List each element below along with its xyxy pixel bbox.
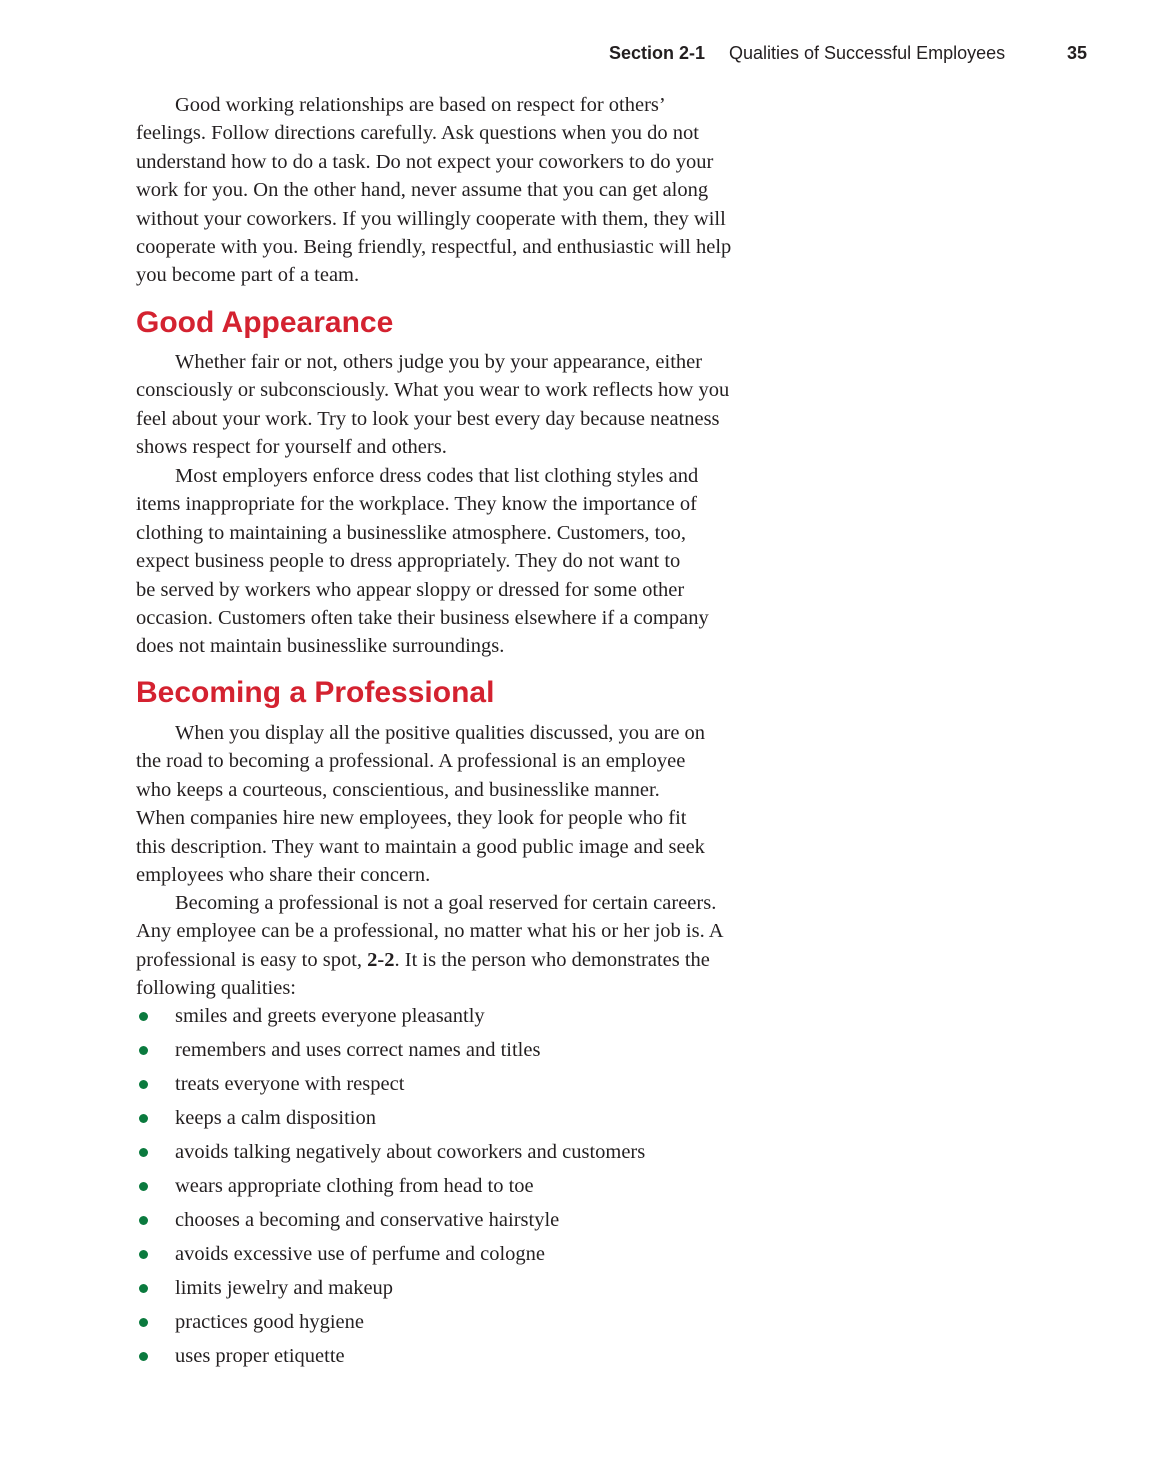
line-text: without your coworkers. If you willingly cooperate with them, they will (136, 207, 726, 230)
section-title: Qualities of Successful Employees (729, 43, 1006, 63)
line-text: cooperate with you. Being friendly, respectful, and enthusiastic will help (136, 235, 732, 258)
line-text: professional is easy to spot, (136, 948, 368, 971)
line-text: When you display all the positive qualities discussed, you are on (175, 722, 706, 744)
line-text: work for you. On the other hand, never assume that you can get along (136, 179, 709, 202)
line-text: consciously or subconsciously. What you wear to work reflects how you (136, 379, 730, 402)
paragraph-line (136, 490, 816, 518)
line-text: following qualities: (136, 977, 296, 1000)
line-text: Whether fair or not, others judge you by your appearance, either (175, 351, 703, 373)
list-item-text: remembers and uses correct names and titles (175, 1039, 541, 1061)
list-item-text: practices good hygiene (175, 1311, 364, 1333)
paragraph-line (136, 376, 816, 404)
list-item-text: uses proper etiquette (175, 1345, 345, 1367)
paragraph-line (136, 233, 816, 261)
line-text: employees who share their concern. (136, 863, 431, 886)
bullet-icon (139, 1012, 148, 1021)
paragraph-line (136, 632, 816, 660)
paragraph-line (136, 405, 816, 433)
line-text: feel about your work. Try to look your best every day because neatness (136, 407, 720, 430)
paragraph (136, 462, 816, 661)
paragraph (136, 91, 816, 290)
line-text: . It is the person who demonstrates the (394, 948, 710, 971)
paragraph-line (136, 261, 816, 289)
paragraph-line (136, 348, 816, 376)
section-label: Section 2-1 (609, 43, 706, 63)
bullet-icon (139, 1250, 148, 1259)
paragraph-line (136, 747, 816, 775)
paragraph-line (136, 974, 816, 1002)
paragraph-line (136, 889, 816, 917)
paragraph-line (136, 462, 816, 490)
paragraph-line (136, 433, 816, 461)
paragraph-line (136, 119, 816, 147)
line-text: who keeps a courteous, conscientious, and businesslike manner. (136, 778, 660, 801)
bullet-icon (139, 1216, 148, 1225)
paragraph-line (136, 576, 816, 604)
figure-reference: 2-2 (367, 948, 395, 971)
paragraph (136, 889, 816, 1003)
paragraph-line (136, 205, 816, 233)
paragraph (136, 719, 816, 889)
list-item-text: avoids excessive use of perfume and cologne (175, 1243, 546, 1265)
bullet-icon (139, 1114, 148, 1123)
line-text: shows respect for yourself and others. (136, 436, 447, 459)
bullet-icon (139, 1284, 148, 1293)
paragraph-line (136, 604, 816, 632)
bullet-icon (139, 1148, 148, 1157)
paragraph-line (136, 833, 816, 861)
bullet-icon (139, 1182, 148, 1191)
heading-becoming-professional: Becoming a Professional (136, 676, 495, 709)
line-text: the road to becoming a professional. A professional is an employee (136, 750, 686, 773)
heading-good-appearance: Good Appearance (136, 306, 394, 339)
paragraph (136, 348, 816, 462)
bullet-icon (139, 1352, 148, 1361)
paragraph-line (136, 148, 816, 176)
bullet-icon (139, 1046, 148, 1055)
list-item-text: keeps a calm disposition (175, 1107, 376, 1129)
paragraph-line (136, 91, 816, 119)
paragraph-line (136, 519, 816, 547)
line-text: be served by workers who appear sloppy or dressed for some other (136, 578, 685, 601)
bullet-icon (139, 1080, 148, 1089)
line-text: occasion. Customers often take their business elsewhere if a company (136, 606, 709, 629)
paragraph-line (136, 176, 816, 204)
line-text: feelings. Follow directions carefully. Ask questions when you do not (136, 122, 699, 145)
paragraph-line (136, 861, 816, 889)
page-number: 35 (1067, 43, 1088, 63)
list-item-text: smiles and greets everyone pleasantly (175, 1005, 485, 1027)
line-text: clothing to maintaining a businesslike atmosphere. Customers, too, (136, 521, 687, 544)
line-text: Any employee can be a professional, no matter what his or her job is. A (136, 920, 724, 943)
line-text: Good working relationships are based on respect for others’ (175, 94, 666, 116)
list-item-text: treats everyone with respect (175, 1073, 405, 1095)
line-text: understand how to do a task. Do not expect your coworkers to do your (136, 150, 714, 173)
list-item-text: limits jewelry and makeup (175, 1277, 394, 1299)
list-item-text: wears appropriate clothing from head to toe (175, 1175, 534, 1197)
line-text: When companies hire new employees, they look for people who fit (136, 807, 687, 830)
paragraph-line (136, 917, 816, 945)
line-text: items inappropriate for the workplace. They know the importance of (136, 493, 697, 516)
paragraph-line (136, 719, 816, 747)
list-item-text: avoids talking negatively about coworkers and customers (175, 1141, 646, 1163)
line-text: Most employers enforce dress codes that list clothing styles and (175, 465, 699, 487)
paragraph-line (136, 547, 816, 575)
paragraph-line (136, 804, 816, 832)
line-text: Becoming a professional is not a goal reserved for certain careers. (175, 892, 717, 914)
line-text: this description. They want to maintain a good public image and seek (136, 835, 705, 858)
list-item-text: chooses a becoming and conservative hairstyle (175, 1209, 560, 1231)
paragraph-line (136, 946, 816, 974)
paragraph-line (136, 776, 816, 804)
line-text: you become part of a team. (136, 264, 360, 287)
line-text: expect business people to dress appropriately. They do not want to (136, 550, 681, 573)
line-text: does not maintain businesslike surroundings. (136, 635, 505, 658)
bullet-icon (139, 1318, 148, 1327)
